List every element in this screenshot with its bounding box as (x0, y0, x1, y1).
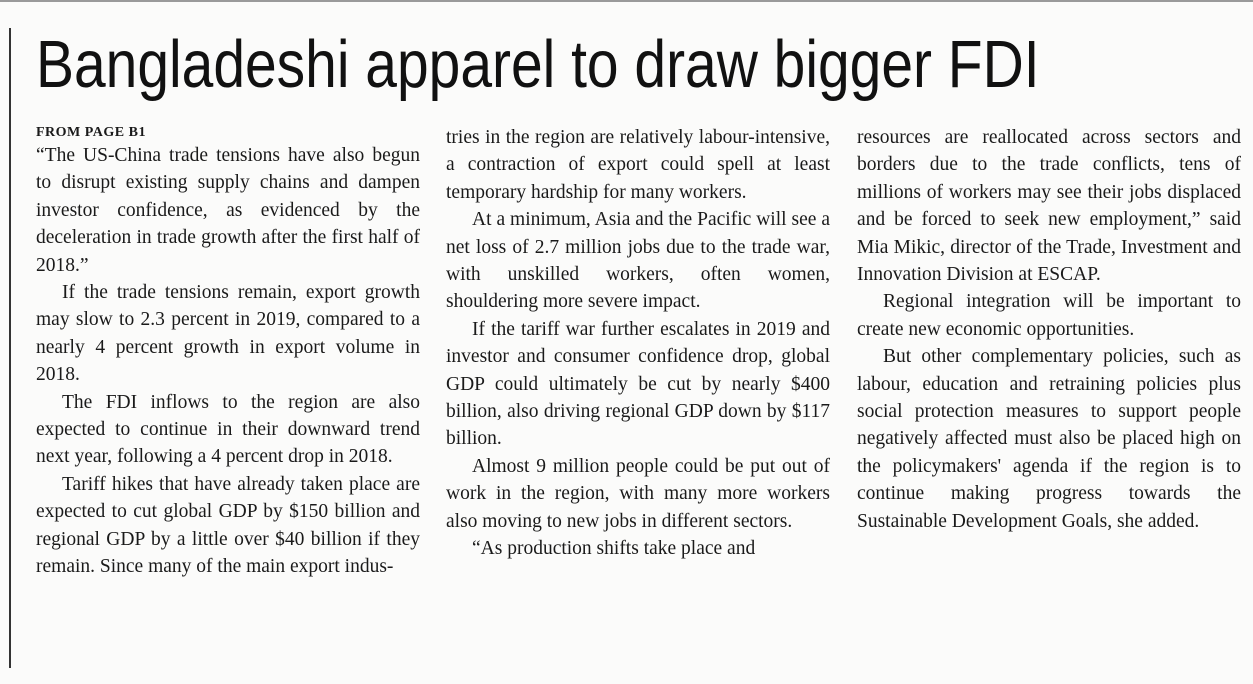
paragraph: If the tariff war further escalates in 2019 and investor and consumer confidence drop, global GDP could ultimately be cut by nearly $400 billion, also driving regional GDP down by $117 billion. (446, 318, 830, 450)
paragraph: “The US-China trade tensions have also begun to disrupt existing supply chains and dampen investor confidence, as evidenced by the deceleration in trade growth after the first half of 2018.” (36, 145, 420, 276)
paragraph: Regional integration will be important to create new economic opportunities. (857, 291, 1241, 340)
kicker-from-page: FROM PAGE B1 (36, 125, 146, 140)
headline: Bangladeshi apparel to draw bigger FDI (36, 27, 1040, 102)
top-rule (0, 0, 1253, 2)
article-column-2 (446, 124, 830, 563)
paragraph: But other complementary policies, such as labour, education and retraining policies plus social protection measures to support people negatively affected must also be placed high on the policymakers' agenda if the region is to continue making progress towards the Sustainable Development Goals, she added. (857, 346, 1241, 532)
paragraph: “As production shifts take place and (472, 538, 756, 560)
article-column-1 (36, 124, 420, 581)
paragraph: If the trade tensions remain, export growth may slow to 2.3 percent in 2019, compared to a nearly 4 percent growth in export volume in 2018. (36, 282, 420, 386)
paragraph: The FDI inflows to the region are also expected to continue in their downward trend next year, following a 4 percent drop in 2018. (36, 391, 420, 468)
paragraph: Tariff hikes that have already taken place are expected to cut global GDP by $150 billion and regional GDP by a little over $40 billion if they remain. Since many of the main export indus- (36, 473, 420, 578)
paragraph: Almost 9 million people could be put out of work in the region, with many more workers also moving to new jobs in different sectors. (446, 455, 830, 532)
paragraph: tries in the region are relatively labour-intensive, a contraction of export could spell at least temporary hardship for many workers. (446, 127, 830, 203)
left-column-rule (9, 28, 11, 668)
paragraph: resources are reallocated across sectors and borders due to the trade conflicts, tens of millions of workers may see their jobs displaced and be forced to seek new employment,” said Mia Mikic, director of the Trade, Investment and Innovation Division at ESCAP. (857, 127, 1241, 286)
article-column-3 (857, 124, 1241, 535)
paragraph: At a minimum, Asia and the Pacific will see a net loss of 2.7 million jobs due to the trade war, with unskilled workers, often women, shouldering more severe impact. (446, 209, 830, 313)
